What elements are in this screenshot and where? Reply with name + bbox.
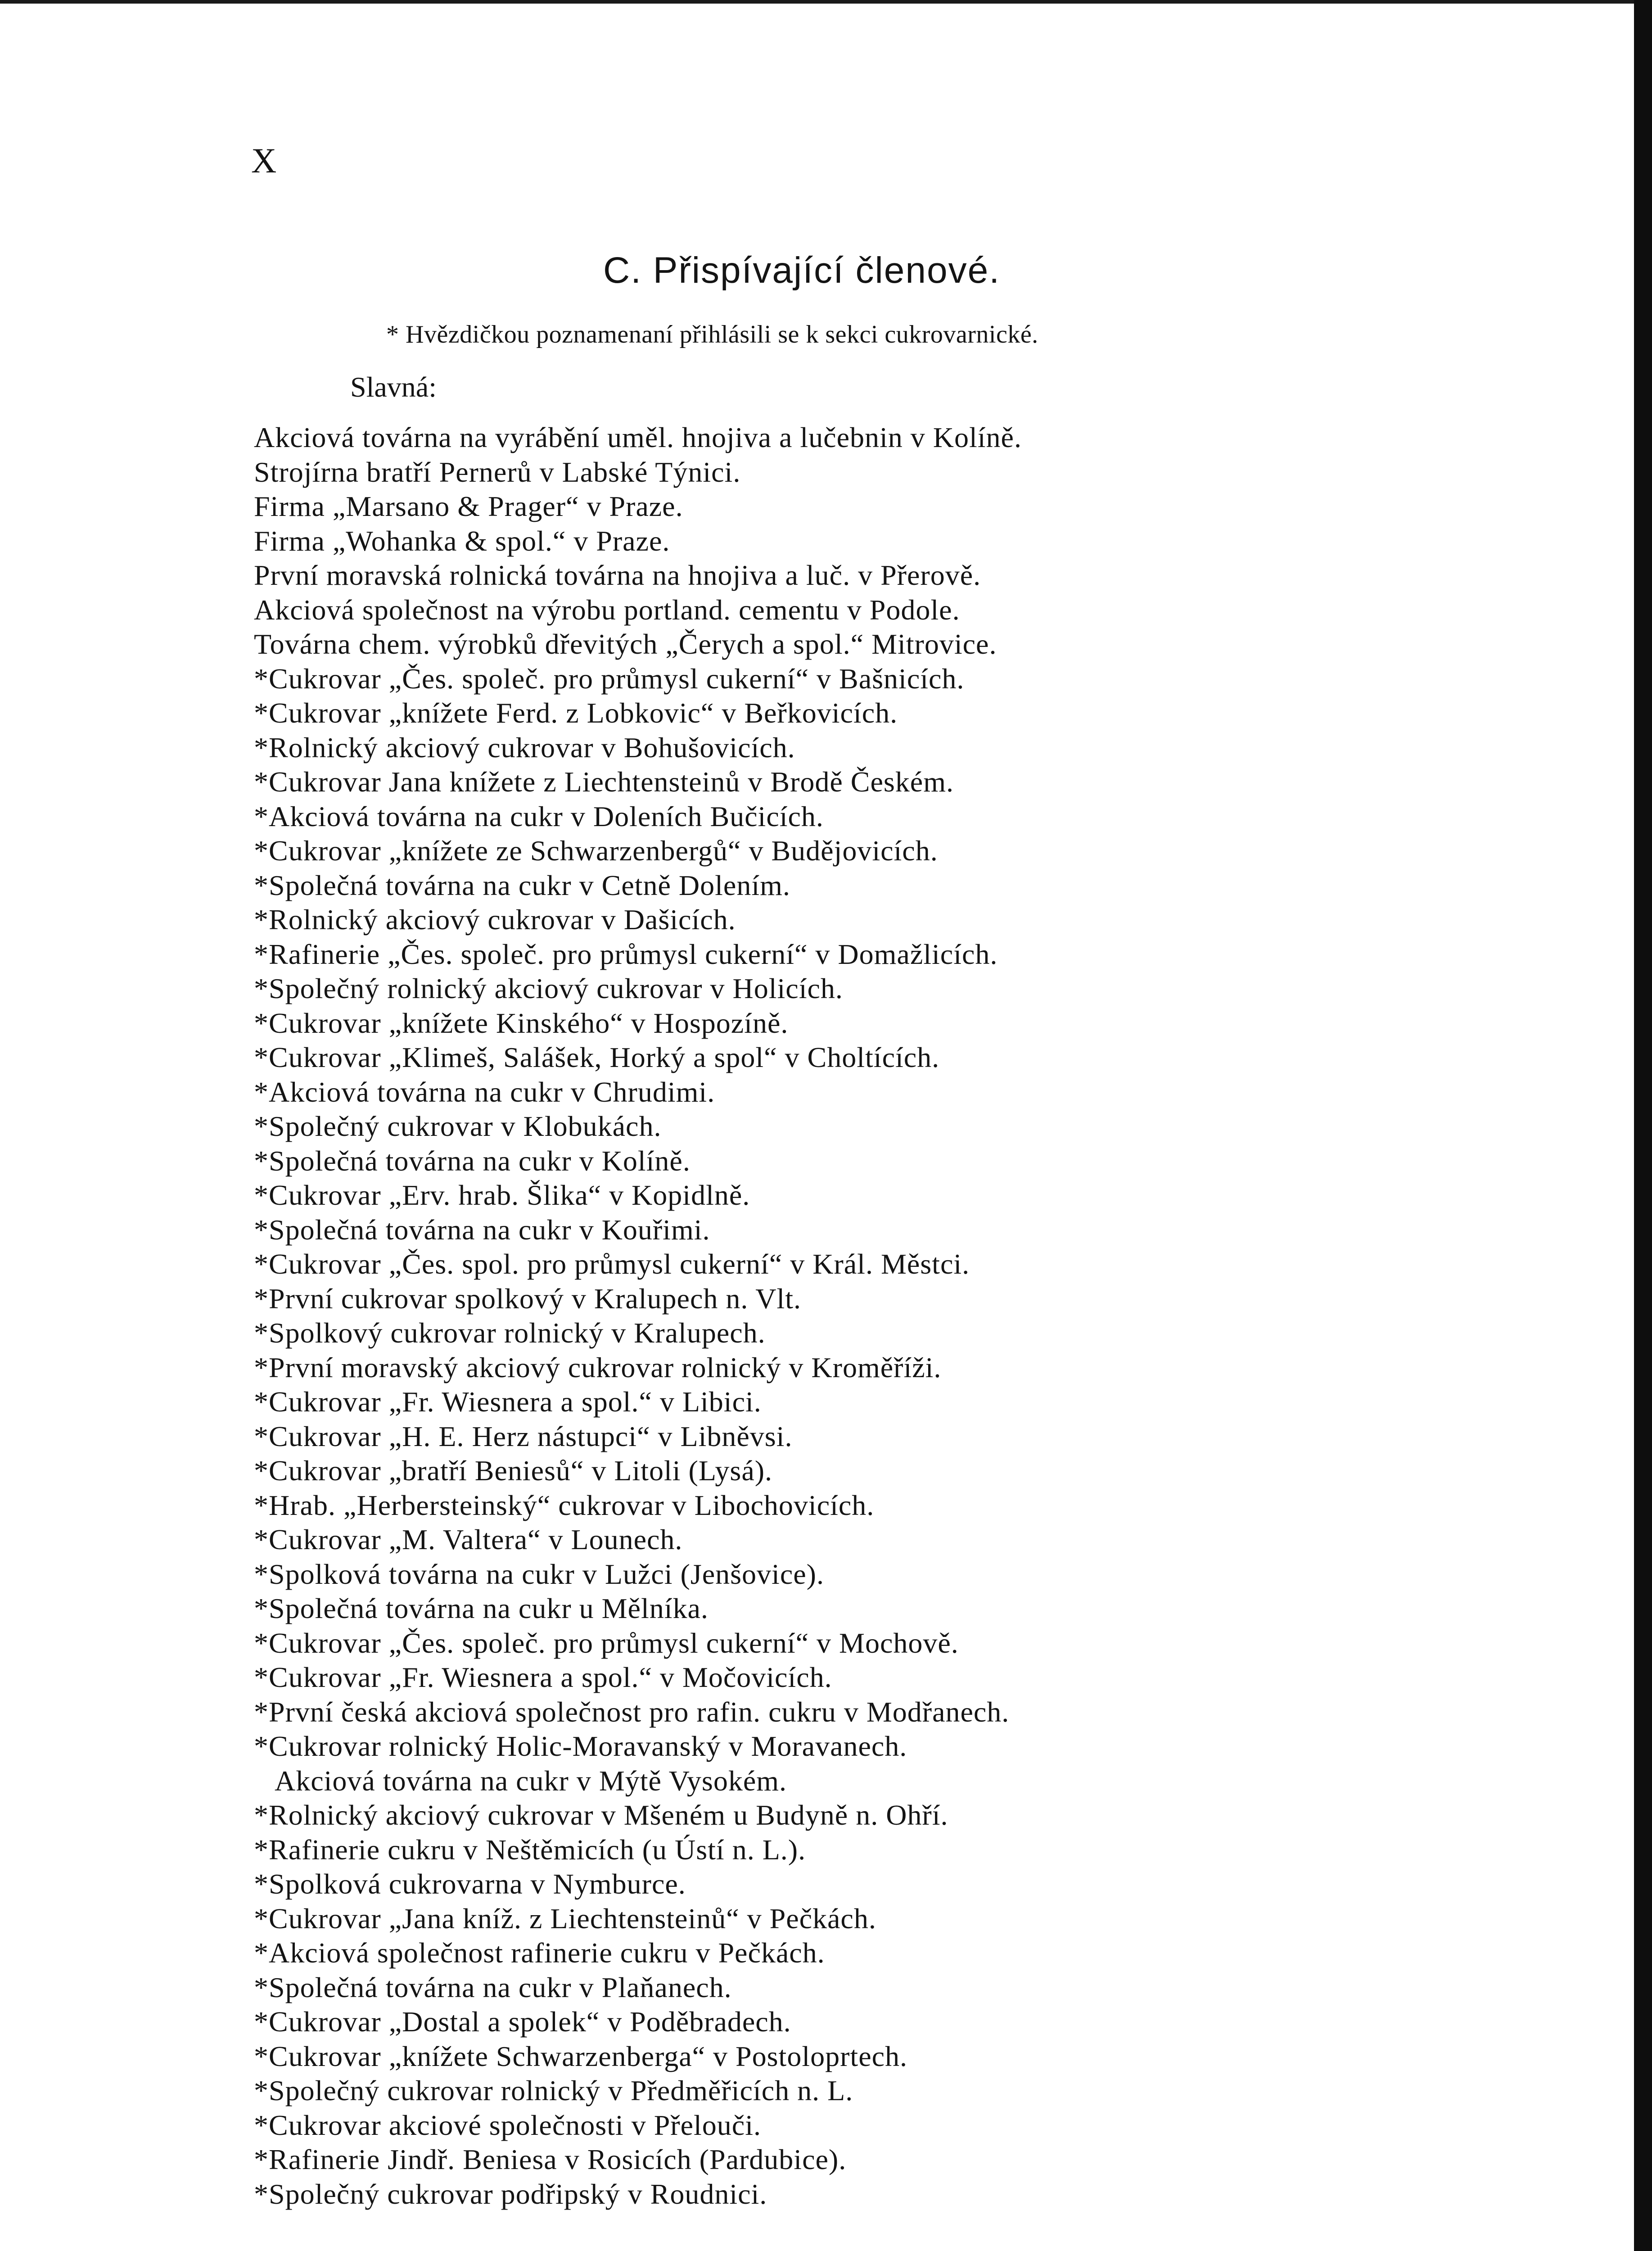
list-item: *Cukrovar „M. Valtera“ v Lounech. bbox=[254, 1523, 683, 1555]
list-item: *Společný cukrovar v Klobukách. bbox=[254, 1110, 662, 1142]
list-item: *Cukrovar „H. E. Herz nástupci“ v Libněvsi. bbox=[254, 1420, 793, 1452]
list-item: *Akciová továrna na cukr v Chrudimi. bbox=[254, 1076, 715, 1108]
salutation: Slavná: bbox=[350, 371, 437, 403]
list-item: *První moravský akciový cukrovar rolnický v Kroměříži. bbox=[254, 1351, 942, 1383]
list-item: *Cukrovar „Čes. společ. pro průmysl cukerní“ v Mochově. bbox=[254, 1627, 959, 1659]
scan-border-top bbox=[0, 0, 1652, 4]
list-item: Strojírna bratří Pernerů v Labské Týnici. bbox=[254, 456, 741, 488]
list-item: *Cukrovar „Fr. Wiesnera a spol.“ v Libici. bbox=[254, 1386, 762, 1418]
section-title: C. Přispívající členové. bbox=[603, 250, 1000, 291]
list-item: Firma „Marsano & Prager“ v Praze. bbox=[254, 490, 683, 522]
list-item: Továrna chem. výrobků dřevitých „Čerych a spol.“ Mitrovice. bbox=[254, 628, 997, 660]
list-item: *Rafinerie cukru v Neštěmicích (u Ústí n. L.). bbox=[254, 1833, 806, 1866]
list-item: *Cukrovar „Jana kníž. z Liechtensteinů“ v Pečkách. bbox=[254, 1902, 876, 1935]
list-item: *Cukrovar „knížete Schwarzenberga“ v Postoloprtech. bbox=[254, 2040, 907, 2072]
list-item: *Spolkový cukrovar rolnický v Kralupech. bbox=[254, 1317, 766, 1349]
list-item: *První cukrovar spolkový v Kralupech n. Vlt. bbox=[254, 1282, 801, 1315]
list-item: *Cukrovar „Dostal a spolek“ v Poděbradech. bbox=[254, 2006, 791, 2038]
scan-border-right bbox=[1634, 0, 1652, 2251]
list-item: *Cukrovar „Fr. Wiesnera a spol.“ v Močovicích. bbox=[254, 1661, 832, 1693]
member-list bbox=[254, 420, 1289, 2211]
list-item: *První česká akciová společnost pro rafin. cukru v Modřanech. bbox=[254, 1695, 1010, 1728]
list-item: *Cukrovar „knížete Ferd. z Lobkovic“ v Beřkovicích. bbox=[254, 697, 898, 729]
list-item: *Společný cukrovar podřipský v Roudnici. bbox=[254, 2178, 767, 2210]
list-item: *Cukrovar akciové společnosti v Přelouči. bbox=[254, 2109, 761, 2141]
list-item: *Společný cukrovar rolnický v Předměřicích n. L. bbox=[254, 2075, 853, 2106]
footnote-legend: * Hvězdičkou poznamenaní přihlásili se k sekci cukrovarnické. bbox=[386, 321, 1038, 348]
list-item: *Společná továrna na cukr v Kouřimi. bbox=[254, 1213, 710, 1246]
list-item: *Akciová továrna na cukr v Doleních Bučicích. bbox=[254, 800, 824, 832]
list-item: Akciová společnost na výrobu portland. cementu v Podole. bbox=[254, 593, 960, 626]
list-item: *Společná továrna na cukr u Mělníka. bbox=[254, 1592, 709, 1624]
list-item: *Společná továrna na cukr v Kolíně. bbox=[254, 1144, 691, 1177]
list-item: *Společná továrna na cukr v Plaňanech. bbox=[254, 1971, 732, 2003]
list-item: *Spolková cukrovarna v Nymburce. bbox=[254, 1868, 686, 1900]
list-item: *Cukrovar rolnický Holic-Moravanský v Moravanech. bbox=[254, 1730, 907, 1762]
list-item: *Cukrovar Jana knížete z Liechtensteinů v Brodě Českém. bbox=[254, 766, 954, 798]
list-item: *Společná továrna na cukr v Cetně Dolením. bbox=[254, 869, 790, 901]
list-item: *Cukrovar „Čes. spol. pro průmysl cukerní“ v Král. Městci. bbox=[254, 1248, 970, 1280]
list-item: *Cukrovar „bratří Beniesů“ v Litoli (Lysá). bbox=[254, 1455, 773, 1487]
list-item: *Cukrovar „Erv. hrab. Šlika“ v Kopidlně. bbox=[254, 1179, 750, 1211]
list-item: *Rafinerie Jindř. Beniesa v Rosicích (Pardubice). bbox=[254, 2143, 847, 2175]
list-item: *Cukrovar „knížete Kinského“ v Hospozíně. bbox=[254, 1007, 789, 1039]
list-item: Firma „Wohanka & spol.“ v Praze. bbox=[254, 524, 670, 557]
list-item: *Rafinerie „Čes. společ. pro průmysl cukerní“ v Domažlicích. bbox=[254, 938, 998, 970]
list-item: *Hrab. „Herbersteinský“ cukrovar v Libochovicích. bbox=[254, 1489, 875, 1521]
page-number: X bbox=[251, 141, 277, 180]
list-item: *Rolnický akciový cukrovar v Mšeném u Budyně n. Ohří. bbox=[254, 1799, 948, 1831]
list-item: *Rolnický akciový cukrovar v Bohušovicích. bbox=[254, 731, 795, 764]
list-item: *Cukrovar „knížete ze Schwarzenbergů“ v Budějovicích. bbox=[254, 835, 938, 867]
list-item: *Cukrovar „Čes. společ. pro průmysl cukerní“ v Bašnicích. bbox=[254, 662, 965, 695]
list-item: *Společný rolnický akciový cukrovar v Holicích. bbox=[254, 972, 843, 1004]
list-item: *Akciová společnost rafinerie cukru v Pečkách. bbox=[254, 1937, 825, 1969]
list-item: Akciová továrna na vyrábění uměl. hnojiva a lučebnin v Kolíně. bbox=[254, 421, 1022, 453]
list-item: První moravská rolnická továrna na hnojiva a luč. v Přerově. bbox=[254, 559, 981, 591]
list-item: *Rolnický akciový cukrovar v Dašicích. bbox=[254, 904, 736, 936]
list-item: Akciová továrna na cukr v Mýtě Vysokém. bbox=[275, 1764, 787, 1797]
list-item: *Cukrovar „Klimeš, Salášek, Horký a spol“ v Choltících. bbox=[254, 1041, 940, 1073]
list-item: *Spolková továrna na cukr v Lužci (Jenšovice). bbox=[254, 1558, 824, 1590]
